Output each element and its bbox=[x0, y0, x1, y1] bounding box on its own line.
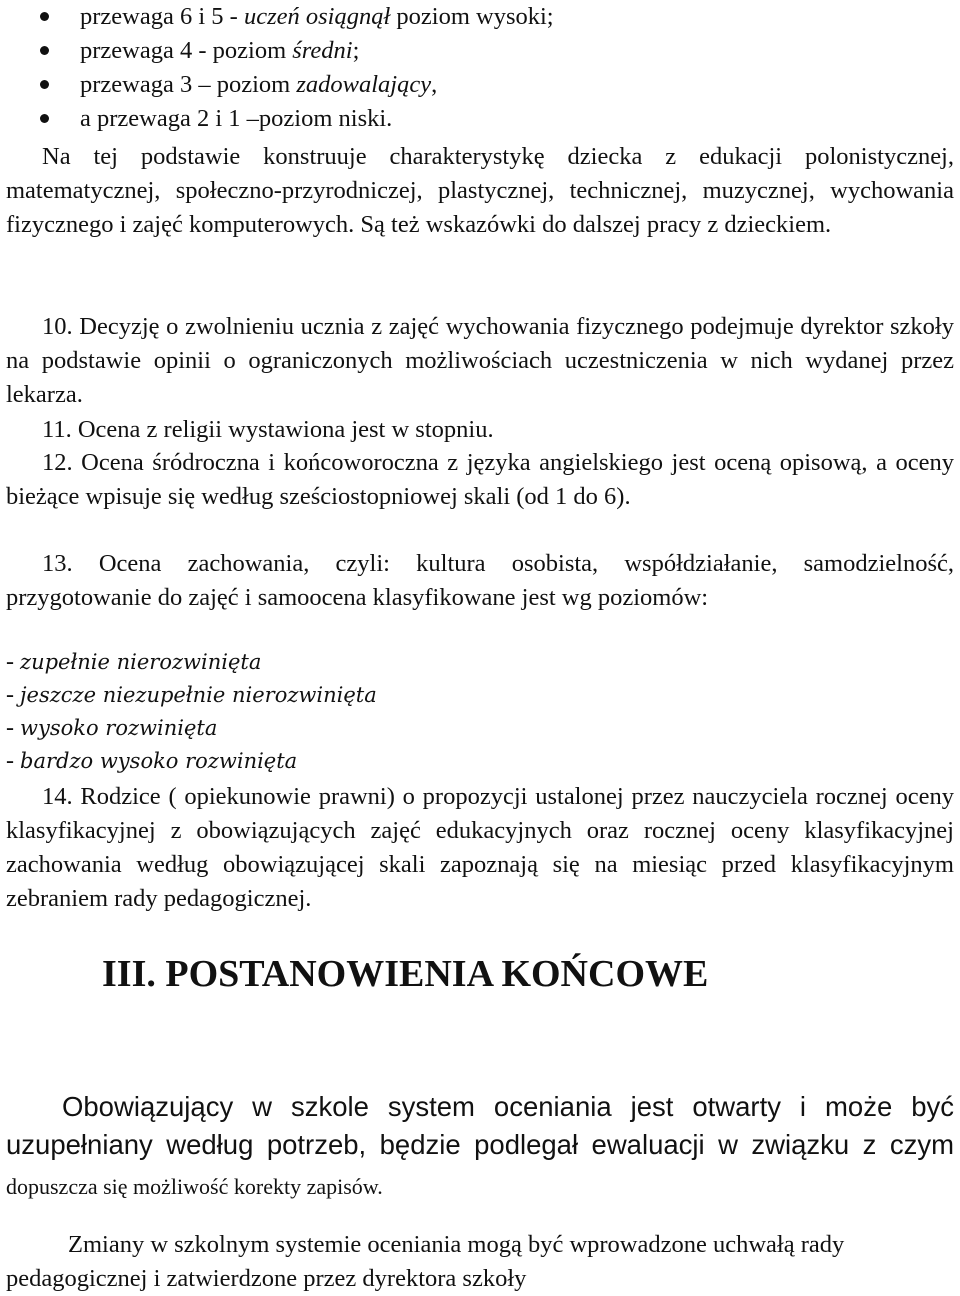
level-label: bardzo wysoko rozwinięta bbox=[20, 749, 298, 773]
changes-paragraph: Zmiany w szkolnym systemie oceniania mogą być wprowadzone uchwałą rady pedagogicznej i zatwierdzone przez dyrektora szkoły bbox=[6, 1231, 845, 1292]
item-12-paragraph: 12. Ocena śródroczna i końcoworoczna z języka angielskiego jest oceną opisową, a oceny bieżące wpisuje się według sześciostopniowej skali (od 1 do 6). bbox=[6, 449, 954, 510]
item-13-paragraph: 13. Ocena zachowania, czyli: kultura osobista, współdziałanie, samodzielność, przygotowanie do zajęć i samoocena klasyfikowane jest wg poziomów: bbox=[6, 550, 954, 611]
section-heading: III. POSTANOWIENIA KOŃCOWE bbox=[102, 953, 709, 995]
level-dash: - bbox=[6, 649, 20, 675]
bullet-rest-text: poziom wysoki; bbox=[390, 3, 554, 30]
level-item bbox=[6, 679, 377, 711]
bullet-italic-text: średni bbox=[292, 37, 353, 64]
final-small-text: dopuszcza się możliwość korekty zapisów. bbox=[6, 1174, 383, 1199]
level-item bbox=[6, 745, 297, 777]
bullet-dot-icon bbox=[40, 80, 49, 89]
basis-paragraph: Na tej podstawie konstruuje charakterystykę dziecka z edukacji polonistycznej, matematycznej, społeczno-przyrodniczej, plastycznej, technicznej, muzycznej, wychowania fizycznego i zajęć komputerowych. Są też wskazówki do dalszej pracy z dzieckiem. bbox=[6, 143, 954, 238]
item-11-paragraph: 11. Ocena z religii wystawiona jest w stopniu. bbox=[42, 416, 494, 443]
bullet-text: przewaga 4 - poziom bbox=[80, 37, 293, 64]
level-item bbox=[6, 712, 217, 744]
bullet-text: przewaga 6 i 5 - bbox=[80, 3, 244, 30]
level-dash: - bbox=[6, 682, 20, 708]
bullet-text: przewaga 3 – poziom bbox=[80, 71, 297, 98]
level-dash: - bbox=[6, 715, 20, 741]
bullet-italic-text: zadowalający bbox=[296, 71, 432, 98]
level-dash: - bbox=[6, 748, 20, 774]
final-main-text: Obowiązujący w szkole system oceniania jest otwarty i może być uzupełniany według potrzeb, będzie podlegał ewaluacji w związku z czym bbox=[6, 1091, 954, 1160]
level-label: zupełnie nierozwinięta bbox=[20, 650, 262, 674]
item-14-paragraph: 14. Rodzice ( opiekunowie prawni) o propozycji ustalonej przez nauczyciela rocznej oceny klasyfikacyjnej z obowiązujących zajęć edukacyjnych oraz rocznej oceny klasyfikacyjnej zachowania według obowiązującej skali zapoznają się na miesiąc przed klasyfikacyjnym zebraniem rady pedagogicznej. bbox=[6, 783, 954, 912]
level-item bbox=[6, 646, 261, 678]
bullet-dot-icon bbox=[40, 46, 49, 55]
bullet-dot-icon bbox=[40, 12, 49, 21]
bullet-rest-text: ; bbox=[352, 37, 360, 64]
bullet-rest-text: , bbox=[431, 71, 438, 98]
final-paragraph bbox=[6, 1088, 954, 1206]
bullet-dot-icon bbox=[40, 114, 49, 123]
level-label: jeszcze niezupełnie nierozwinięta bbox=[20, 683, 377, 707]
bullet-text: a przewaga 2 i 1 –poziom niski. bbox=[80, 105, 393, 132]
bullet-italic-text: uczeń osiągnął bbox=[243, 3, 391, 30]
item-10-paragraph: 10. Decyzję o zwolnieniu ucznia z zajęć wychowania fizycznego podejmuje dyrektor szkoły na podstawie opinii o ograniczonych możliwościach uczestniczenia w nich wydanej przez lekarza. bbox=[6, 313, 954, 408]
level-label: wysoko rozwinięta bbox=[20, 716, 218, 740]
